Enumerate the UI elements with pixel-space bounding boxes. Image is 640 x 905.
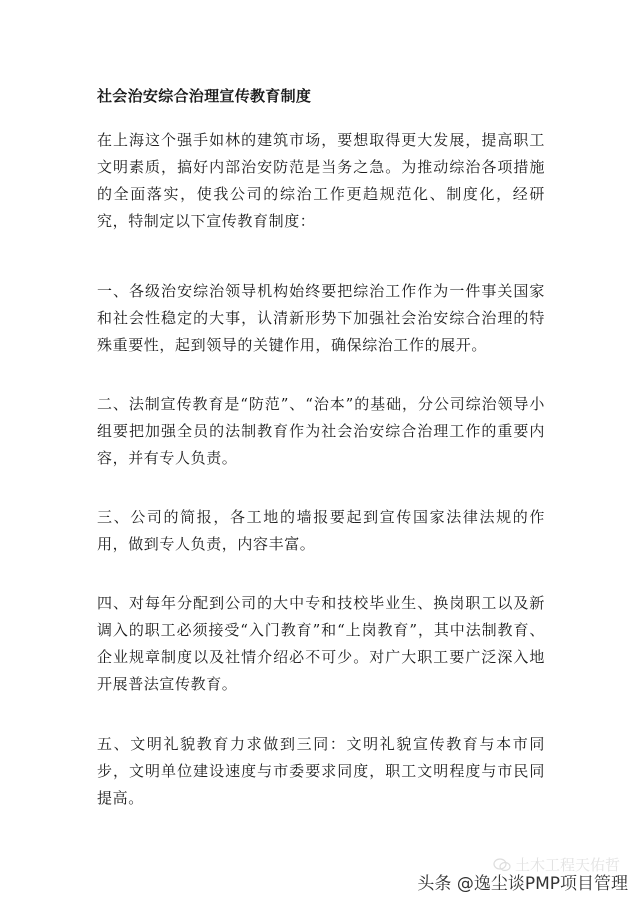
paragraph-item-1: 一、各级治安综治领导机构始终要把综治工作作为一件事关国家和社会性稳定的大事，认清新形势下加强社会治安综合治理的特殊重要性，起到领导的关键作用，确保综治工作的展开。 — [97, 282, 545, 354]
source-watermark — [417, 867, 628, 895]
faded-watermark-text: 土木工程天佑哲 — [514, 856, 620, 874]
watermark-text: 头条 @逸尘谈PMP项目管理 — [417, 873, 628, 894]
paragraph-item-2: 二、法制宣传教育是“防范”、“治本”的基础，分公司综治领导小组要把加强全员的法制教育作为社会治安综合治理工作的重要内容，并有专人负责。 — [97, 395, 545, 467]
document-title: 社会治安综合治理宣传教育制度 — [97, 87, 312, 105]
paragraph-item-4: 四、对每年分配到公司的大中专和技校毕业生、换岗职工以及新调入的职工必须接受“入门教育”和“上岗教育”，其中法制教育、企业规章制度以及社情介绍必不可少。对广大职工要广泛深入地开展普法宣传教育。 — [97, 594, 545, 693]
paragraph-item-3: 三、公司的简报，各工地的墙报要起到宣传国家法律法规的作用，做到专人负责，内容丰富。 — [97, 508, 545, 553]
paragraph-item-5: 五、文明礼貌教育力求做到三同：文明礼貌宣传教育与本市同步，文明单位建设速度与市委要求同度，职工文明程度与市民同提高。 — [97, 735, 545, 807]
paragraph-intro: 在上海这个强手如林的建筑市场，要想取得更大发展，提高职工文明素质，搞好内部治安防范是当务之急。为推动综治各项措施的全面落实，使我公司的综治工作更趋规范化、制度化，经研究，特制定以下宣传教育制度： — [97, 131, 545, 230]
